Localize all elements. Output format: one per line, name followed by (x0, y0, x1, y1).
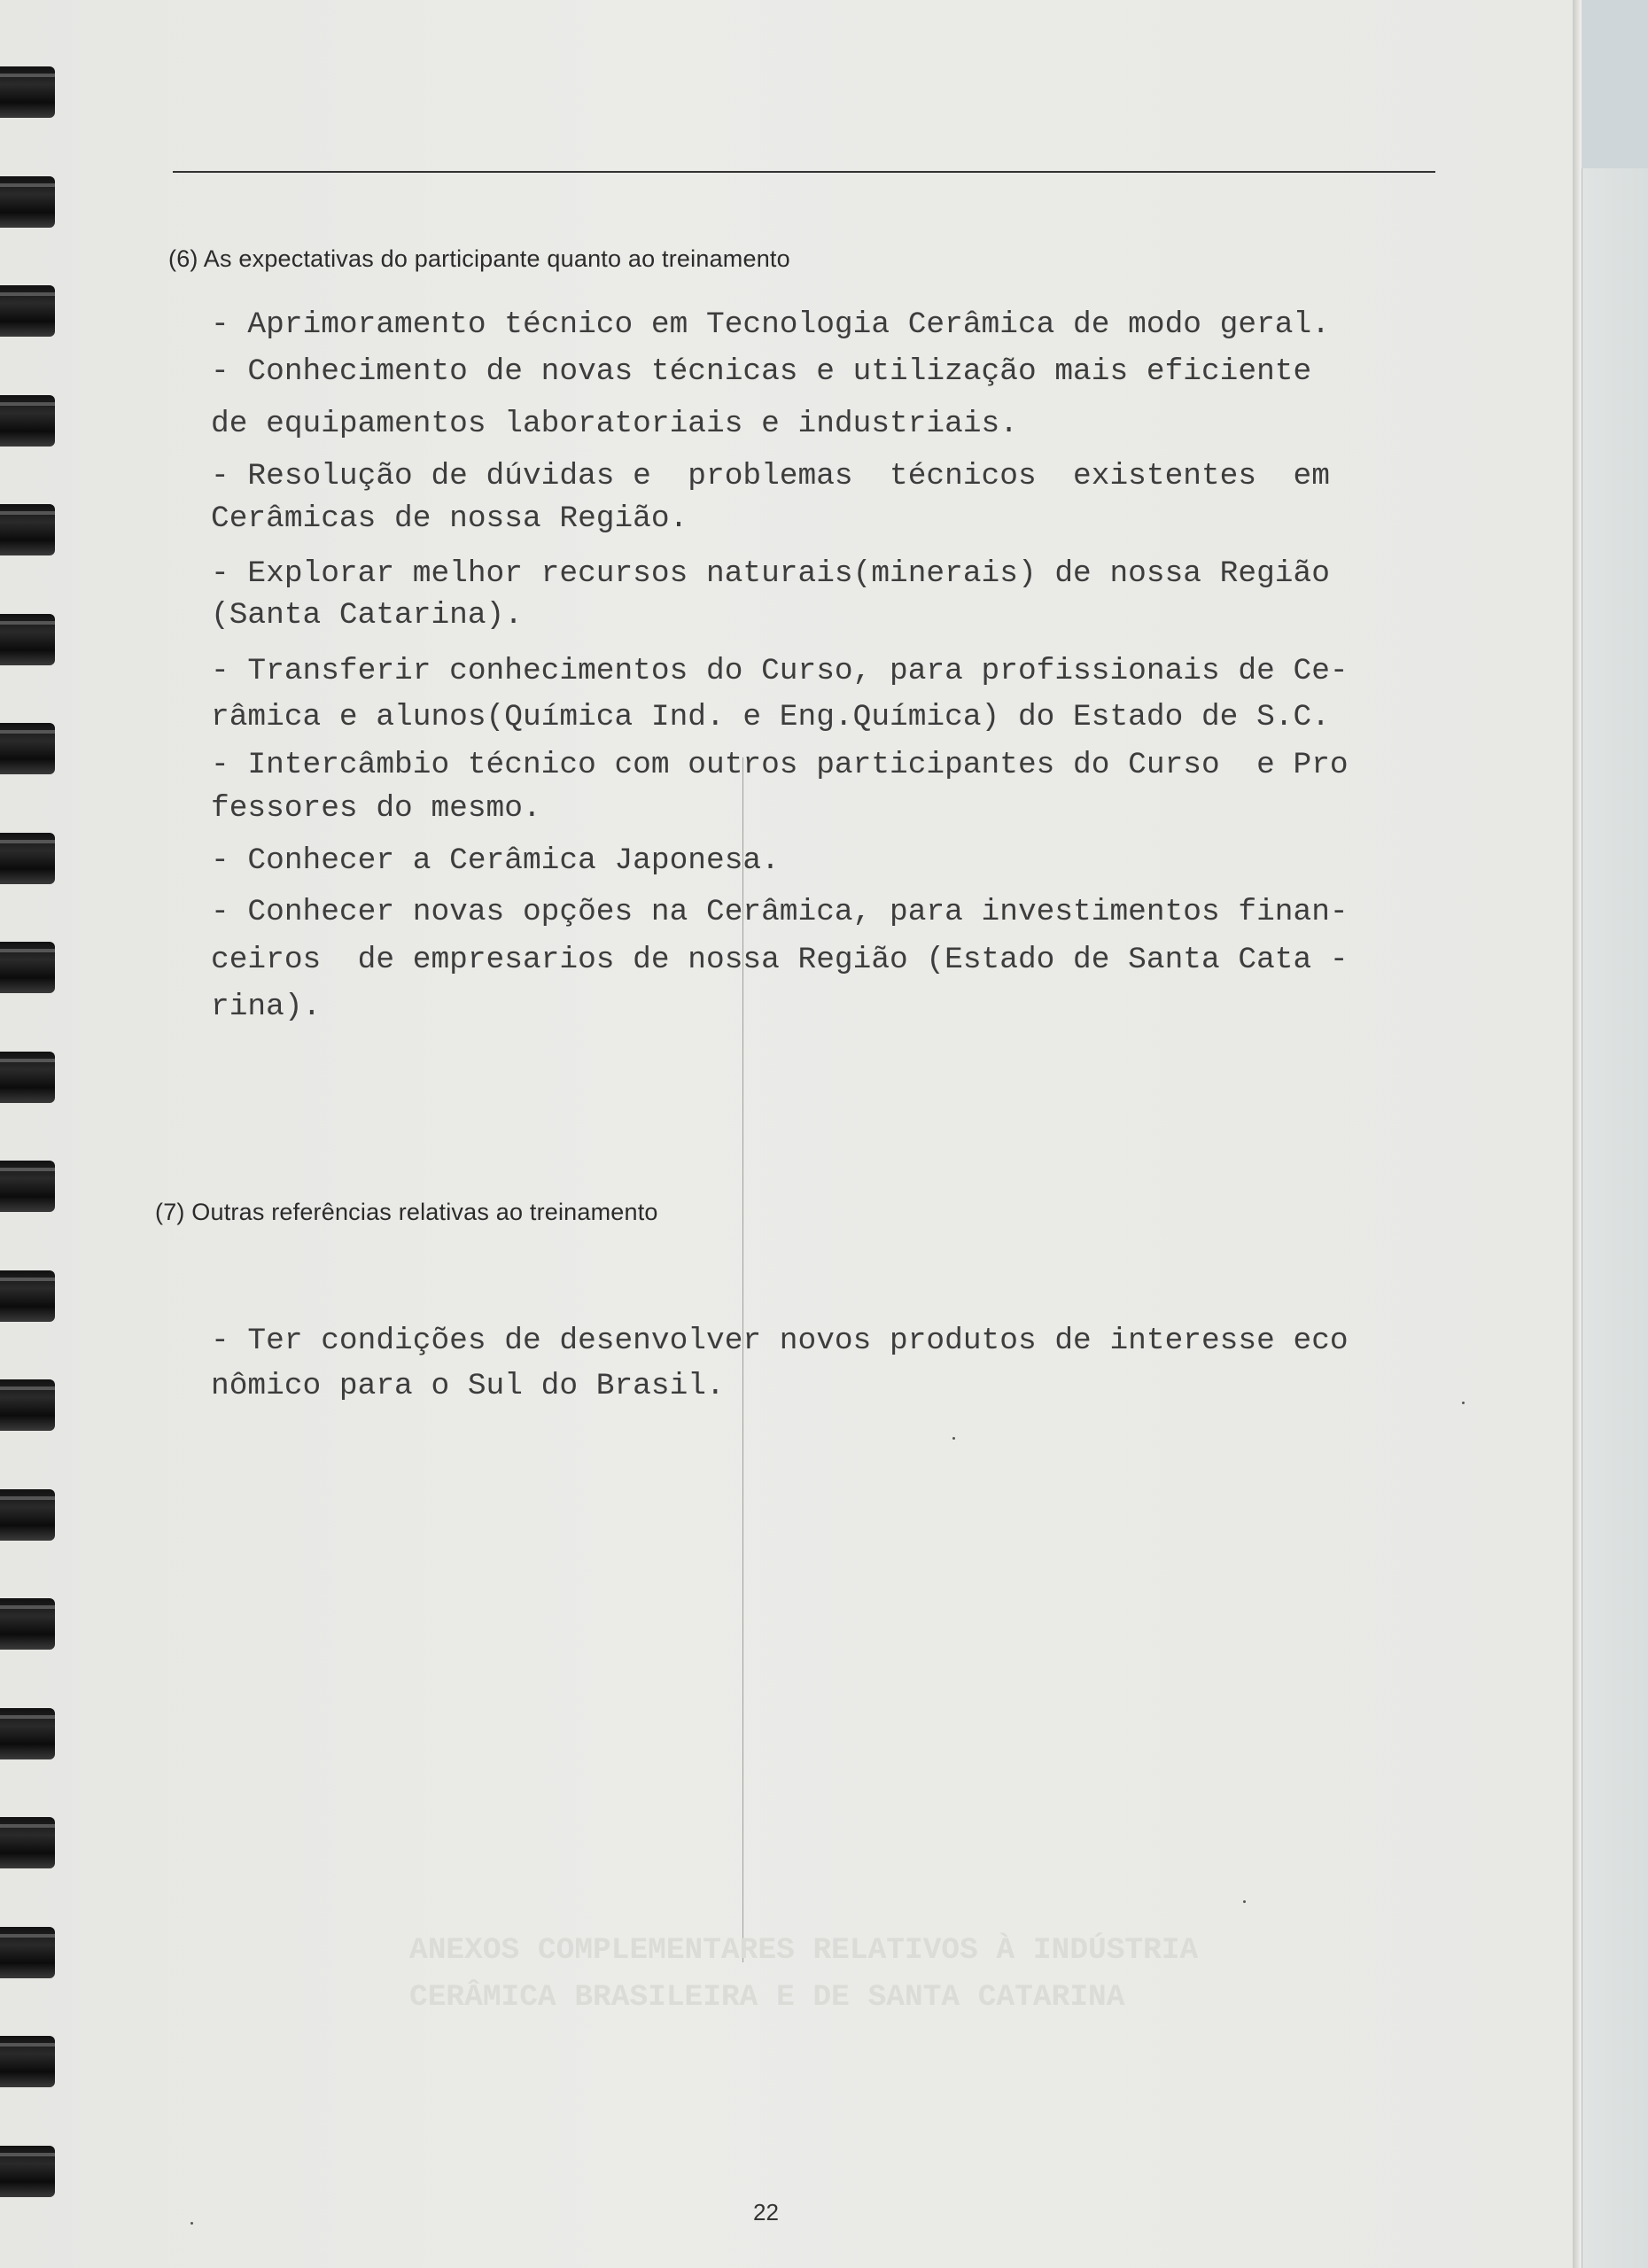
bleed-through-text: ANEXOS COMPLEMENTARES RELATIVOS À INDÚSTRIA (409, 1933, 1199, 1968)
underlying-page (1582, 168, 1648, 2268)
spiral-coil (0, 285, 55, 337)
spiral-coil (0, 1489, 55, 1541)
spiral-coil (0, 614, 55, 665)
speck (1462, 1402, 1465, 1404)
spiral-coil (0, 1161, 55, 1212)
spiral-coil (0, 1817, 55, 1868)
section-7-line: - Ter condições de desenvolver novos produtos de interesse eco (211, 1324, 1349, 1358)
section-6-line: râmica e alunos(Química Ind. e Eng.Química) do Estado de S.C. (211, 700, 1330, 734)
spiral-coil (0, 66, 55, 118)
spiral-coil (0, 395, 55, 447)
spiral-coil (0, 176, 55, 228)
spiral-coil (0, 723, 55, 774)
bleed-through-text: CERÂMICA BRASILEIRA E DE SANTA CATARINA (409, 1980, 1125, 2015)
section-6-line: fessores do mesmo. (211, 791, 541, 826)
section-6-line: - Intercâmbio técnico com outros participantes do Curso e Pro (211, 748, 1349, 782)
spiral-coil (0, 1708, 55, 1759)
spiral-coil (0, 1052, 55, 1103)
section-6-line: - Transferir conhecimentos do Curso, para profissionais de Ce- (211, 654, 1349, 688)
section-6-line: - Conhecer a Cerâmica Japonesa. (211, 843, 780, 878)
spiral-binding (0, 0, 62, 2268)
section-7-line: nômico para o Sul do Brasil. (211, 1369, 725, 1403)
spiral-coil (0, 942, 55, 993)
spiral-coil (0, 1598, 55, 1650)
spiral-coil (0, 1379, 55, 1431)
spiral-coil (0, 2146, 55, 2197)
section-6-line: Cerâmicas de nossa Região. (211, 501, 688, 536)
crease-line (742, 757, 743, 1962)
section-6-line: ceiros de empresarios de nossa Região (Estado de Santa Cata - (211, 943, 1349, 977)
page-number: 22 (753, 2199, 779, 2225)
speck (1243, 1900, 1246, 1903)
section-6-line: - Aprimoramento técnico em Tecnologia Cerâmica de modo geral. (211, 307, 1330, 342)
speck (952, 1437, 955, 1440)
page-edge (1573, 0, 1582, 2268)
speck (190, 2222, 193, 2225)
spiral-coil (0, 833, 55, 884)
section-7-heading: (7) Outras referências relativas ao treinamento (155, 1199, 658, 1225)
spiral-coil (0, 2036, 55, 2087)
spiral-coil (0, 504, 55, 555)
spiral-coil (0, 1927, 55, 1978)
spiral-coil (0, 1270, 55, 1322)
section-6-heading: (6) As expectativas do participante quanto ao treinamento (168, 245, 790, 272)
section-6-line: de equipamentos laboratoriais e industriais. (211, 407, 1018, 441)
section-6-line: - Explorar melhor recursos naturais(minerais) de nossa Região (211, 556, 1330, 591)
section-6-line: (Santa Catarina). (211, 598, 523, 633)
section-6-line: - Resolução de dúvidas e problemas técnicos existentes em (211, 459, 1330, 493)
section-6-line: - Conhecimento de novas técnicas e utilização mais eficiente (211, 354, 1312, 389)
header-rule (173, 171, 1435, 173)
section-6-line: rina). (211, 990, 322, 1024)
section-6-line: - Conhecer novas opções na Cerâmica, para investimentos finan- (211, 895, 1349, 929)
